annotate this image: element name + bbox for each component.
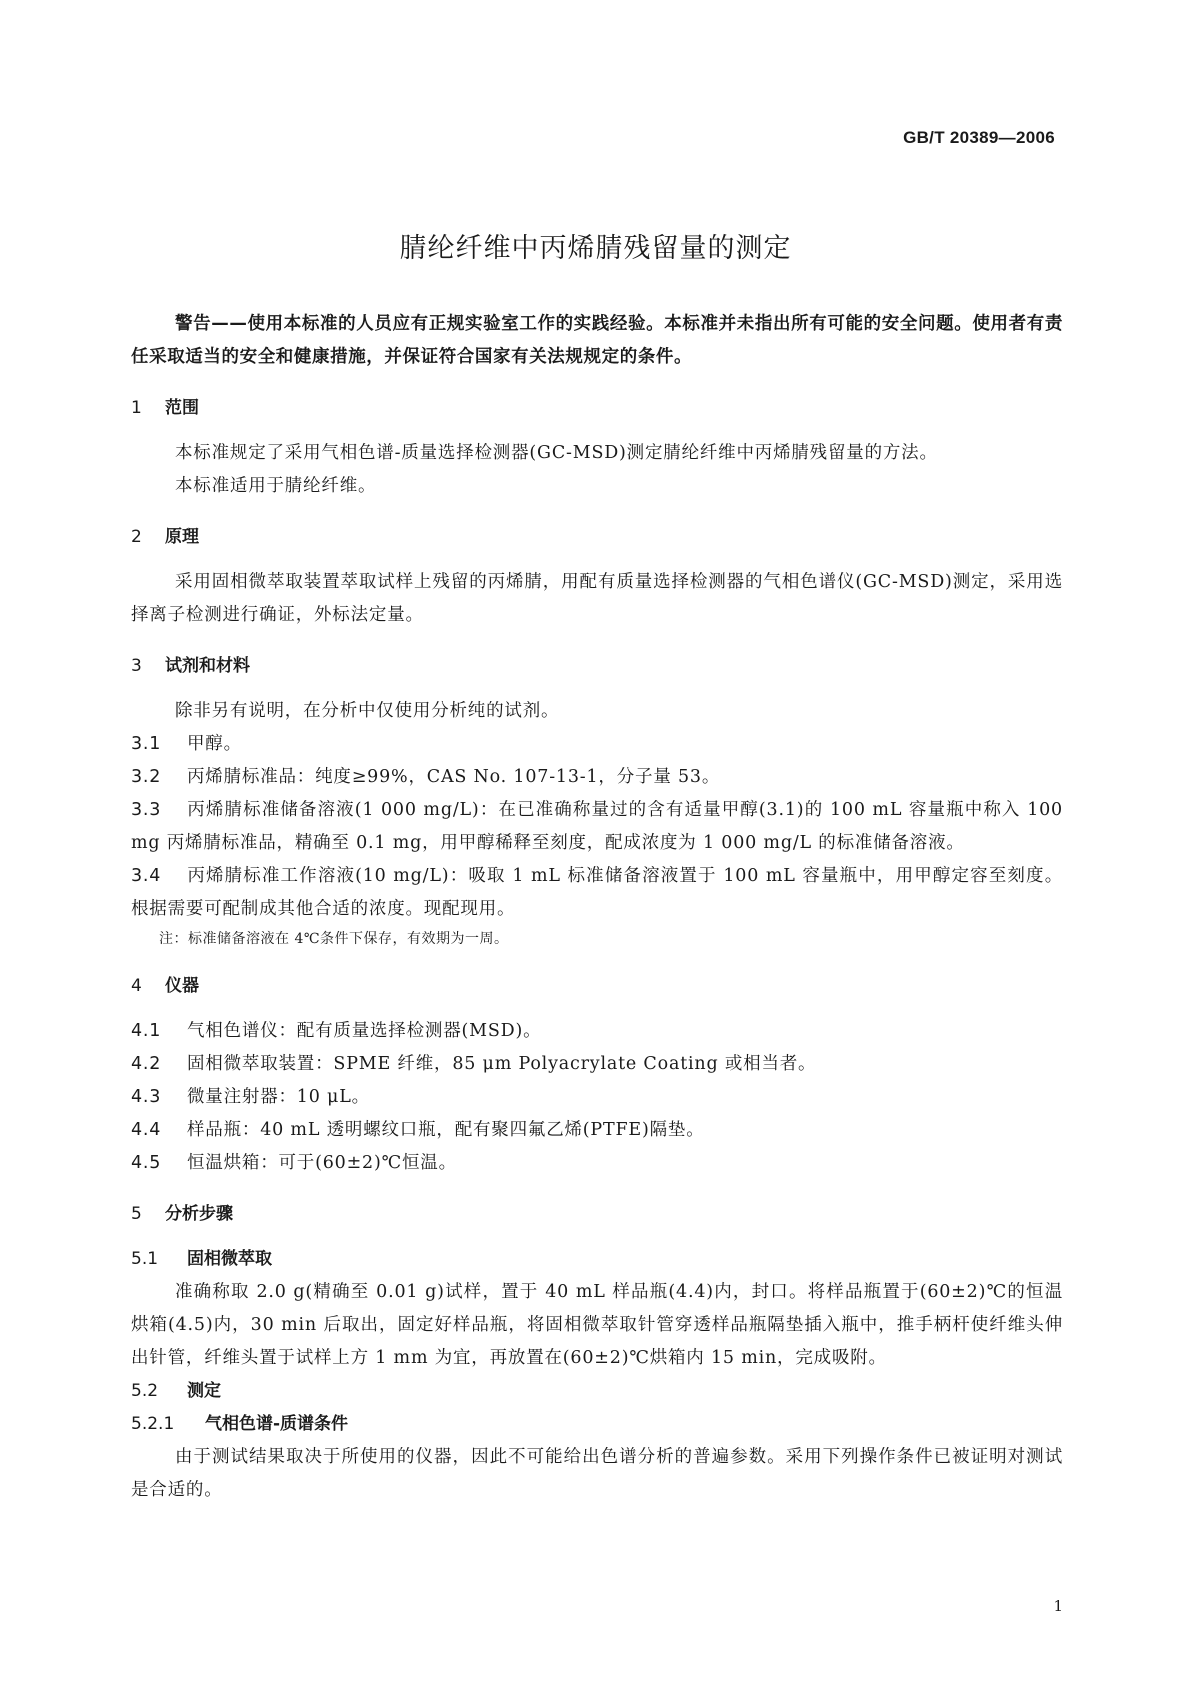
subsection-5-2-heading: 5.2 测定 <box>131 1381 221 1401</box>
section-number: 4 <box>131 976 142 996</box>
section-2-heading <box>131 521 1063 554</box>
clause-4-5: 4.5 恒温烘箱：可于(60±2)℃恒温。 <box>131 1153 457 1173</box>
clause-4-3: 4.3 微量注射器：10 μL。 <box>131 1087 370 1107</box>
note: 注：标准储备溶液在 4℃条件下保存，有效期为一周。 <box>159 931 509 947</box>
section-number: 3 <box>131 656 142 676</box>
section-title: 范围 <box>165 398 199 418</box>
section-title: 仪器 <box>165 976 199 996</box>
section-number: 5 <box>131 1204 142 1224</box>
paragraph: 由于测试结果取决于所使用的仪器，因此不可能给出色谱分析的普遍参数。采用下列操作条件已被证明对测试是合适的。 <box>131 1447 1063 1500</box>
page-number: 1 <box>1053 1597 1063 1615</box>
section-number: 2 <box>131 527 142 547</box>
section-3-heading <box>131 650 1063 683</box>
section-5-heading <box>131 1198 1063 1231</box>
clause-3-1: 3.1 甲醇。 <box>131 734 242 754</box>
section-title: 分析步骤 <box>165 1204 233 1224</box>
subsection-5-2-1-heading: 5.2.1 气相色谱-质谱条件 <box>131 1414 349 1434</box>
clause-4-1: 4.1 气相色谱仪：配有质量选择检测器(MSD)。 <box>131 1021 542 1041</box>
paragraph: 本标准适用于腈纶纤维。 <box>175 476 377 496</box>
clause-4-4: 4.4 样品瓶：40 mL 透明螺纹口瓶，配有聚四氟乙烯(PTFE)隔垫。 <box>131 1120 705 1140</box>
clause-3-4: 3.4 丙烯腈标准工作溶液(10 mg/L)：吸取 1 mL 标准储备溶液置于 100 mL 容量瓶中，用甲醇定容至刻度。根据需要可配制成其他合适的浓度。现配现用。 <box>131 866 1063 919</box>
paragraph: 采用固相微萃取装置萃取试样上残留的丙烯腈，用配有质量选择检测器的气相色谱仪(GC-MSD)测定，采用选择离子检测进行确证，外标法定量。 <box>131 572 1063 625</box>
warning-paragraph: 警告——使用本标准的人员应有正规实验室工作的实践经验。本标准并未指出所有可能的安全问题。使用者有责任采取适当的安全和健康措施，并保证符合国家有关法规规定的条件。 <box>131 314 1063 367</box>
clause-4-2: 4.2 固相微萃取装置：SPME 纤维，85 μm Polyacrylate Coating 或相当者。 <box>131 1054 817 1074</box>
section-title: 试剂和材料 <box>165 656 250 676</box>
clause-3-3: 3.3 丙烯腈标准储备溶液(1 000 mg/L)：在已准确称量过的含有适量甲醇(3.1)的 100 mL 容量瓶中称入 100 mg 丙烯腈标准品，精确至 0.1 mg，用甲醇稀释至刻度，配成浓度为 1 000 mg/L 的标准储备溶液。 <box>131 800 1063 853</box>
document-body <box>131 308 1063 1507</box>
section-title: 原理 <box>165 527 199 547</box>
standard-code: GB/T 20389—2006 <box>903 128 1055 147</box>
paragraph: 本标准规定了采用气相色谱-质量选择检测器(GC-MSD)测定腈纶纤维中丙烯腈残留量的方法。 <box>175 443 938 463</box>
section-1-heading <box>131 392 1063 425</box>
section-4-heading <box>131 970 1063 1003</box>
document-title: 腈纶纤维中丙烯腈残留量的测定 <box>399 233 792 264</box>
paragraph: 准确称取 2.0 g(精确至 0.01 g)试样，置于 40 mL 样品瓶(4.4)内，封口。将样品瓶置于(60±2)℃的恒温烘箱(4.5)内，30 min 后取出，固定好样品瓶，将固相微萃取针管穿透样品瓶隔垫插入瓶中，推手柄杆使纤维头伸出针管，纤维头置于试样上方 1 mm 为宜，再放置在(60±2)℃烘箱内 15 min，完成吸附。 <box>131 1282 1063 1368</box>
paragraph: 除非另有说明，在分析中仅使用分析纯的试剂。 <box>175 701 560 721</box>
subsection-5-1-heading: 5.1 固相微萃取 <box>131 1249 272 1269</box>
clause-3-2: 3.2 丙烯腈标准品：纯度≥99%，CAS No. 107-13-1，分子量 53。 <box>131 767 721 787</box>
section-number: 1 <box>131 398 142 418</box>
